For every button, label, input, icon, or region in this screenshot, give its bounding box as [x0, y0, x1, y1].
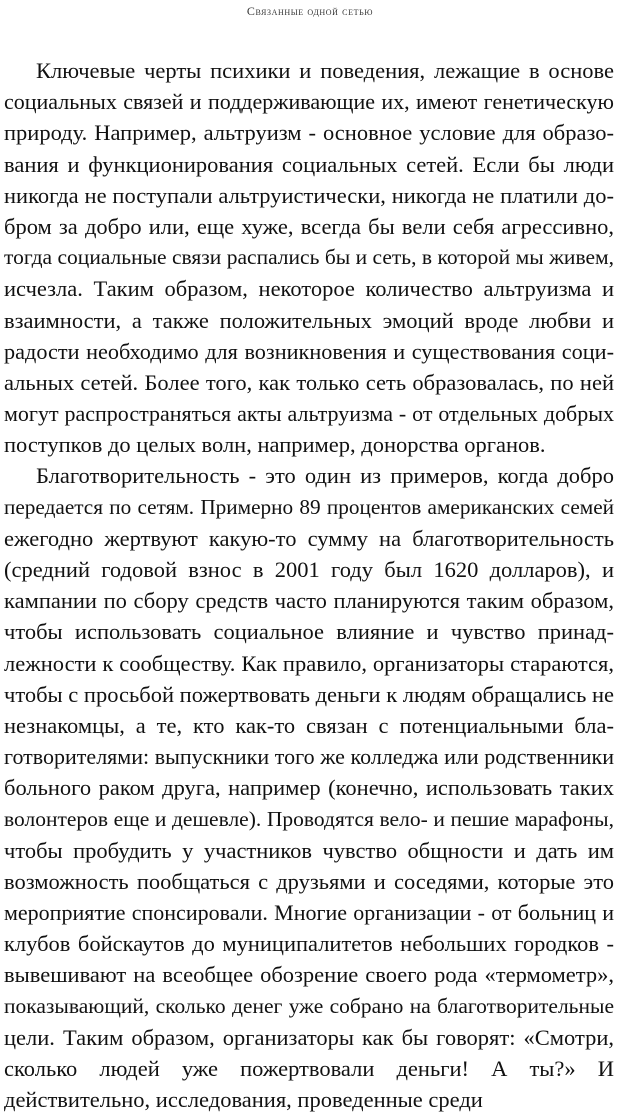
text-line: сколько людей уже пожертвовали деньги! А ты?» И — [4, 1056, 614, 1081]
text-line: альных сетей. Более того, как только сеть образовалась, по ней — [4, 369, 614, 395]
text-line: никогда не поступали альтруистически, никогда не платили до- — [4, 182, 614, 208]
page-body — [4, 55, 614, 1115]
text-line: готворителями: выпускники того же колледжа или родственники — [4, 744, 614, 770]
text-line: цели. Таким образом, организаторы как бы говорят: «Смотри, — [4, 1024, 614, 1050]
text-line: чтобы использовать социальное влияние и чувство принад- — [4, 619, 614, 645]
text-line: ежегодно жертвуют какую-то сумму на благотворительность — [4, 525, 614, 551]
text-line: чтобы с просьбой пожертвовать деньги к людям обращались не — [4, 681, 614, 707]
text-line: показывающий, сколько денег уже собрано на благотворительные — [4, 993, 614, 1018]
text-line: волонтеров еще и дешевле). Проводятся вело- и пешие марафоны, — [4, 806, 614, 831]
text-line: действительно, исследования, проведенные среди — [4, 1087, 483, 1113]
text-line: природу. Например, альтруизм - основное условие для образо- — [4, 120, 614, 146]
text-line: передается по сетям. Примерно 89 процентов американских семей — [4, 494, 614, 519]
text-line: исчезла. Таким образом, некоторое количество альтруизма и — [4, 276, 614, 302]
running-header: Связанные одной сетью — [246, 4, 374, 18]
text-line: вания и функционирования социальных сетей. Если бы люди — [4, 151, 614, 177]
paragraph-2 — [4, 460, 614, 1115]
text-line: больного раком друга, например (конечно, использовать таких — [4, 775, 614, 801]
text-line: могут распространяться акты альтруизма - от отдельных добрых — [4, 401, 614, 427]
text-line: Благотворительность - это один из примеров, когда добро — [36, 463, 614, 489]
text-line: (средний годовой взнос в 2001 году был 1620 долларов), и — [4, 557, 614, 582]
text-line: поступков до целых волн, например, донорства органов. — [4, 432, 546, 458]
text-line: незнакомцы, а те, кто как-то связан с потенциальными бла- — [4, 712, 614, 738]
text-line: тогда социальные связи распались бы и сеть, в которой мы живем, — [4, 245, 614, 270]
text-line: социальных связей и поддерживающие их, имеют генетическую — [4, 89, 614, 115]
text-line: мероприятие спонсировали. Многие организации - от больниц и — [4, 900, 614, 926]
text-line: чтобы пробудить у участников чувство общности и дать им — [4, 837, 614, 863]
text-line: взаимности, а также положительных эмоций вроде любви и — [4, 307, 614, 333]
text-line: лежности к сообществу. Как правило, организаторы стараются, — [4, 650, 614, 676]
text-line: возможность пообщаться с друзьями и соседями, которые это — [4, 868, 614, 894]
text-line: кампании по сбору средств часто планируются таким образом, — [4, 588, 614, 614]
text-line: вывешивают на всеобщее обозрение своего рода «термометр», — [4, 962, 614, 988]
text-line: бром за добро или, еще хуже, всегда бы вели себя агрессивно, — [4, 213, 614, 239]
text-line: клубов бойскаутов до муниципалитетов небольших городков - — [4, 931, 614, 957]
text-line: Ключевые черты психики и поведения, лежащие в основе — [36, 58, 614, 83]
text-line: радости необходимо для возникновения и существования соци- — [4, 338, 614, 364]
paragraph-1 — [4, 55, 614, 460]
